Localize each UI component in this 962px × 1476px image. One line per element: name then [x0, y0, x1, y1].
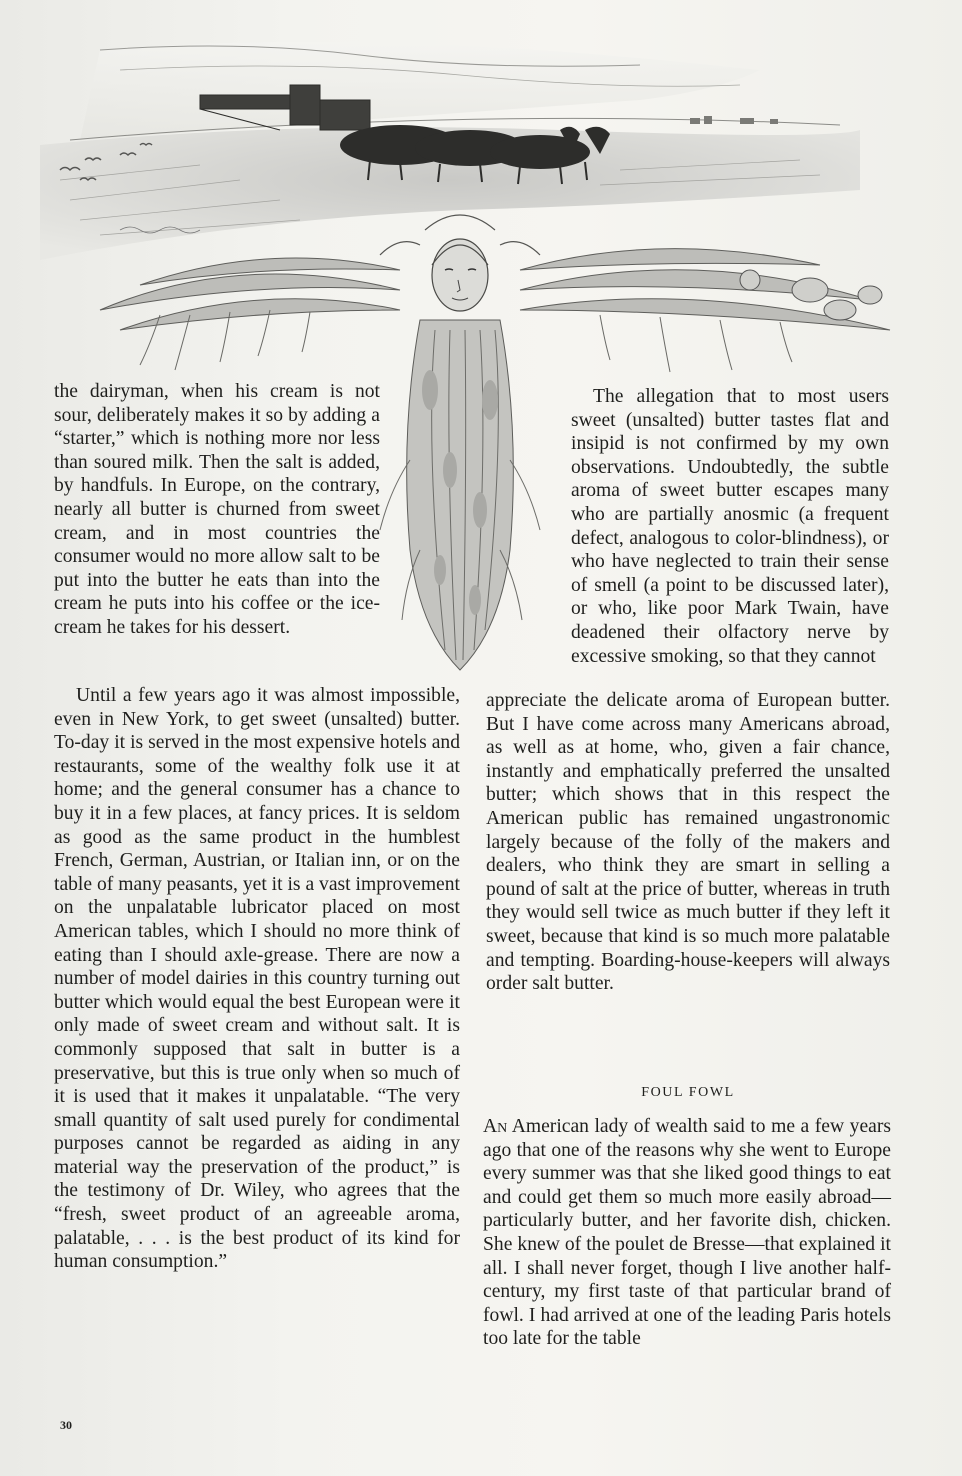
right-column-foul-fowl [483, 1115, 891, 1351]
right-paragraph-2-body: American lady of wealth said to me a few years ago that one of the reasons why she went to Europe every summer was that she liked good things to eat and could get them so much more easily abroad—particularly butter, and her favorite dish, chicken. She knew of the poulet de Bresse—that explained it all. I shall never forget, though I live another half-century, my first taste of that particular brand of fowl. I had arrived at one of the leading Paris hotels too late for the table [483, 1116, 891, 1350]
right-column-top [571, 385, 889, 668]
page-number: 30 [60, 1418, 72, 1432]
right-column-main [486, 689, 890, 996]
left-column-top [54, 380, 380, 640]
lead-word: An [483, 1116, 508, 1137]
left-paragraph-1: the dairyman, when his cream is not sour, deliberately makes it so by adding a “starter,” which is nothing more nor less than soured milk. Then the salt is added, by handfuls. In Europe, on the contrary, nearly all butter is churned from sweet cream, and in most countries the consumer would no more allow salt to be put into the butter he eats than into the cream he puts into his coffee or the ice-cream he takes for his dessert. [54, 381, 380, 638]
left-paragraph-2: Until a few years ago it was almost impossible, even in New York, to get sweet (unsalted) butter. To-day it is served in the most expensive hotels and restaurants, some of the wealthy folk use it at home; and the general consumer has a chance to buy it in a few places, at fancy prices. It is seldom as good as the same product in the humblest French, German, Austrian, or Italian inn, or on the table of many peasants, yet it is a vast improvement on the unpalatable lubricator placed on most American tables, which I should no more think of eating than I should axle-grease. There are now a number of model dairies in this country turning out butter which would equal the best European were it only made of sweet cream and without salt. It is commonly supposed that salt in butter is a preservative, but this is true only when so much of it is used that it makes it unpalatable. “The very small quantity of salt used purely for condimental purposes cannot be regarded as aiding in any material way the preservation of the product,” is the testimony of Dr. Wiley, who agrees that the “fresh, sweet product of an agreeable aroma, palatable, . . . is the best product of its kind for human consumption.” [54, 685, 460, 1273]
right-paragraph-1: The allegation that to most users sweet (unsalted) butter tastes flat and insipid is not confirmed by my own observations. Undoubtedly, the subtle aroma of sweet butter escapes many who are partially anosmic (a frequent defect, analogous to color-blindness), or who have neglected to train their sense of smell (a point to be discussed later), or who, like poor Mark Twain, have deadened their olfactory nerve by excessive smoking, so that they cannot [571, 386, 889, 667]
left-column-main [54, 684, 460, 1274]
right-paragraph-1-continued: appreciate the delicate aroma of European butter. But I have come across many Americans abroad, as well as at home, who, given a fair chance, instantly and emphatically preferred the unsalted butter; which shows that in this respect the American public has remained ungastronomic largely because of the folly of the makers and dealers, who think they are smart in selling a pound of salt at the price of butter, whereas in truth they would sell twice as much butter if they left it sweet, because that kind is so much more palatable and tempting. Boarding-house-keepers will always order salt butter. [486, 690, 890, 995]
section-heading: FOUL FOWL [641, 1085, 735, 1100]
right-paragraph-2 [483, 1115, 891, 1351]
